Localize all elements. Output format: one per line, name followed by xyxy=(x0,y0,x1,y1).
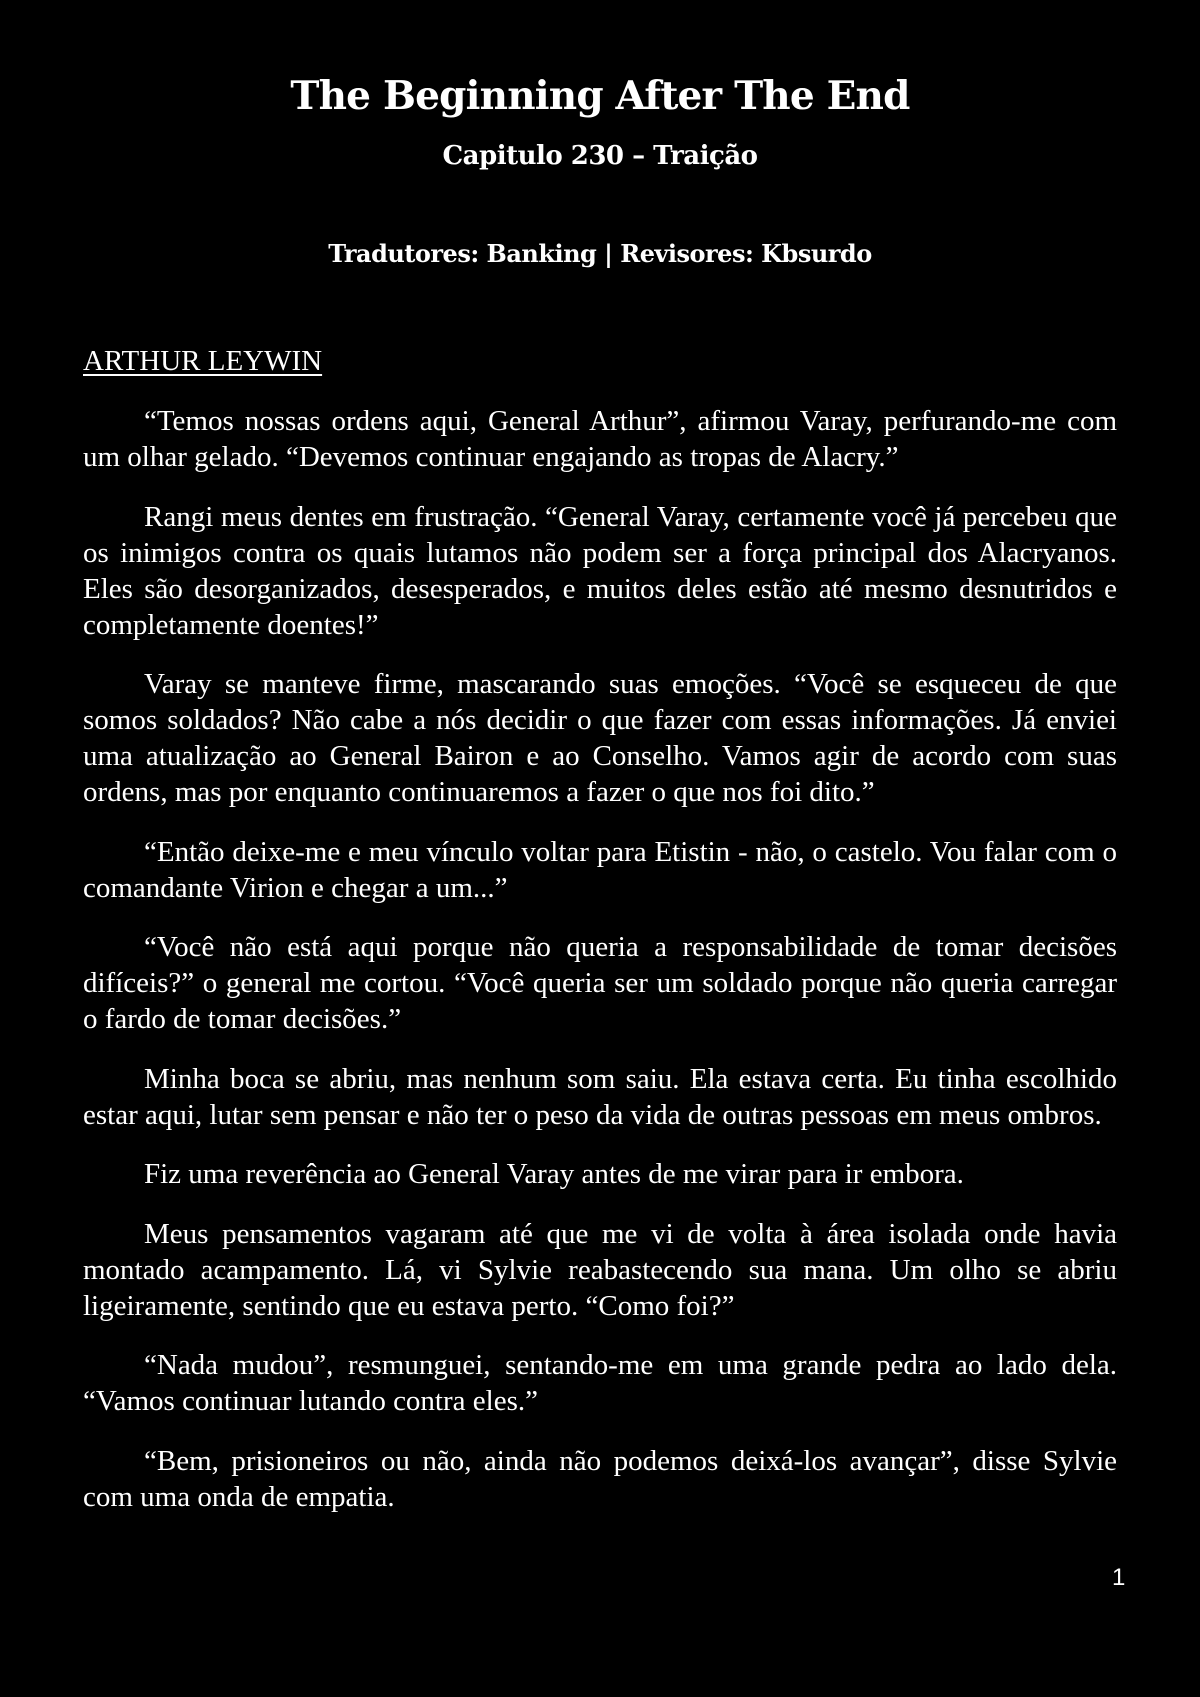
paragraph: Rangi meus dentes em frustração. “General Varay, certamente você já percebeu que os inimigos contra os quais lutamos não podem ser a força principal dos Alacryanos. Eles são desorganizados, desesperados, e muitos deles estão até mesmo desnutridos e completamente doentes!” xyxy=(83,500,1117,641)
credits-line: Tradutores: Banking | Revisores: Kbsurdo xyxy=(328,239,872,268)
paragraph: “Você não está aqui porque não queria a responsabilidade de tomar decisões difíceis?” o general me cortou. “Você queria ser um soldado porque não queria carregar o fardo de tomar decisões.” xyxy=(83,931,1117,1035)
paragraph: “Então deixe-me e meu vínculo voltar para Etistin - não, o castelo. Vou falar com o comandante Virion e chegar a um...” xyxy=(83,835,1117,904)
paragraph: “Temos nossas ordens aqui, General Arthur”, afirmou Varay, perfurando-me com um olhar gelado. “Devemos continuar engajando as tropas de Alacry.” xyxy=(83,405,1117,473)
paragraph: Minha boca se abriu, mas nenhum som saiu. Ela estava certa. Eu tinha escolhido estar aqui, lutar sem pensar e não ter o peso da vida de outras pessoas em meus ombros. xyxy=(83,1062,1117,1131)
paragraph: Varay se manteve firme, mascarando suas emoções. “Você se esqueceu de que somos soldados? Não cabe a nós decidir o que fazer com essas informações. Já enviei uma atualização ao General Bairon e ao Conselho. Vamos agir de acordo com suas ordens, mas por enquanto continuaremos a fazer o que nos foi dito.” xyxy=(83,668,1117,808)
paragraph: “Nada mudou”, resmunguei, sentando-me em uma grande pedra ao lado dela. “Vamos continuar lutando contra eles.” xyxy=(83,1349,1117,1417)
pov-heading: ARTHUR LEYWIN xyxy=(83,345,323,377)
paragraph: “Bem, prisioneiros ou não, ainda não podemos deixá-los avançar”, disse Sylvie com uma onda de empatia. xyxy=(83,1444,1117,1513)
paragraph: Fiz uma reverência ao General Varay antes de me virar para ir embora. xyxy=(144,1158,964,1190)
chapter-title: Capitulo 230 – Traição xyxy=(442,141,758,171)
chapter-body xyxy=(83,403,1117,1538)
paragraph: Meus pensamentos vagaram até que me vi de volta à área isolada onde havia montado acampamento. Lá, vi Sylvie reabastecendo sua mana. Um olho se abriu ligeiramente, sentindo que eu estava perto. “Como foi?” xyxy=(83,1217,1117,1322)
book-title: The Beginning After The End xyxy=(290,73,910,119)
page-number: 1 xyxy=(1112,1564,1126,1591)
